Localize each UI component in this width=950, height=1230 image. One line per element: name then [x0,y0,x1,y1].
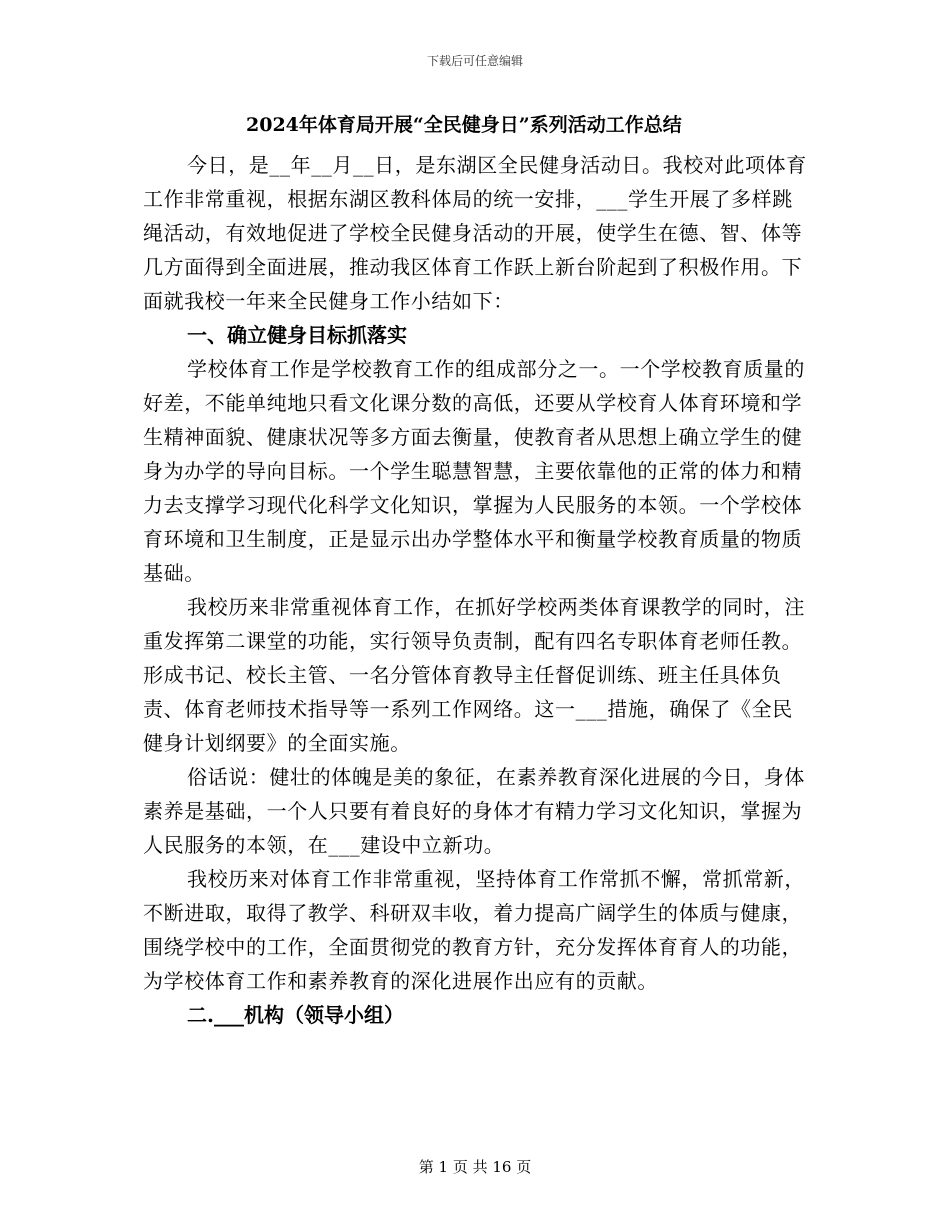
section-1-paragraph-1: 学校体育工作是学校教育工作的组成部分之一。一个学校教育质量的好差，不能单纯地只看文化课分数的高低，还要从学校育人体育环境和学生精神面貌、健康状况等多方面去衡量，使教育者从思想上确立学生的健身为办学的导向目标。一个学生聪慧智慧，主要依靠他的正常的体力和精力去支撑学习现代化科学文化知识，掌握为人民服务的本领。一个学校体育环境和卫生制度，正是显示出办学整体水平和衡量学校教育质量的物质基础。 [143,357,805,585]
document-body [143,108,807,1032]
section-1-paragraph-2: 我校历来非常重视体育工作，在抓好学校两类体育课教学的同时，注重发挥第二课堂的功能，实行领导负责制，配有四名专职体育老师任教。形成书记、校长主管、一名分管体育教导主任督促训练、班主任具体负责、体育老师技术指导等一系列工作网络。这一___措施，确保了《全民健身计划纲要》的全面实施。 [143,595,805,755]
section-1-heading: 一、确立健身目标抓落实 [187,323,407,347]
intro-paragraph: 今日，是__年__月__日，是东湖区全民健身活动日。我校对此项体育工作非常重视，根据东湖区教科体局的统一安排，___学生开展了多样跳绳活动，有效地促进了学校全民健身活动的开展，使学生在德、智、体等几方面得到全面进展，推动我区体育工作跃上新台阶起到了积极作用。下面就我校一年来全民健身工作小结如下： [143,153,807,313]
header-note: 下载后可任意编辑 [426,54,523,68]
document-title: 2024年体育局开展“全民健身日”系列活动工作总结 [246,114,682,136]
page-number: 第 1 页 共 16 页 [418,1158,532,1176]
section-1-paragraph-3: 俗话说：健壮的体魄是美的象征，在素养教育深化进展的今日，身体素养是基础，一个人只要有着良好的身体才有精力学习文化知识，掌握为人民服务的本领，在___建设中立新功。 [143,765,805,857]
section-2-heading: 二.___机构（领导小组） [187,1003,404,1027]
section-1-paragraph-4: 我校历来对体育工作非常重视，坚持体育工作常抓不懈，常抓常新，不断进取，取得了教学、科研双丰收，着力提高广阔学生的体质与健康，围绕学校中的工作，全面贯彻党的教育方针，充分发挥体育育人的功能，为学校体育工作和素养教育的深化进展作出应有的贡献。 [143,867,805,993]
